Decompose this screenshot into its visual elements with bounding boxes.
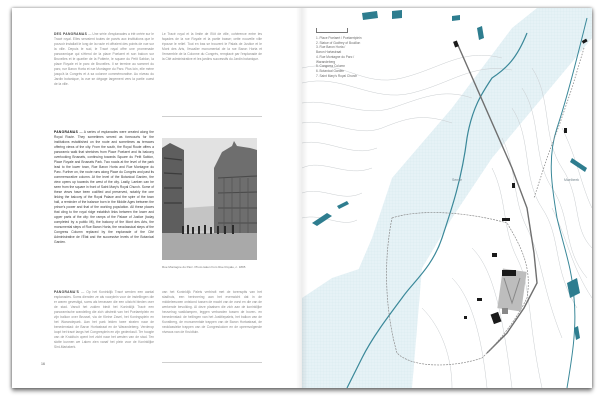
legend-item-5: 5. Congress Column bbox=[316, 64, 346, 69]
legend-item-7: 7. Saint Mary's Royal Church bbox=[316, 73, 358, 78]
river-label-maelbeek: Maelbeek bbox=[564, 178, 580, 182]
legend-item-3: 3. Rue Baron Horta / bbox=[316, 45, 346, 50]
right-page-map bbox=[302, 8, 592, 388]
legend-item-3b: Baron Hortastraat bbox=[316, 50, 342, 55]
english-text-column bbox=[54, 130, 154, 245]
paragraph-fr-cont: Le Tracé royal et la limite de l'ilôt de ville, cohérence entre les façades de la rue Royale et la partie basse; cette nouvelle ville épouse le relief. Tout en bas se trouvent le Palais de Justice et le Mont des Arts, l'escalier monumental de la rue Baron Horta et l'ensemble de la Colonne du Congrès, remplacé par l'esplanade de la Cité administrative et les jardins successifs du Jardin botanique. bbox=[162, 32, 262, 61]
paragraph-en: — A series of esplanades were created along the Royal Route. They sometimes served as forecourts for the institutions established on the route and sometimes as terraces offering views of the city. From the south, the Royal Route offers a panoramic walk that stretches from Place Poelaert and its balcony overlooking Brussels, continuing towards Square du Petit Sablon, Place Royale and Brussels Park. Two roads at the level of the park lead to the lower town, Rue Baron Horta and Rue Montagne du Parc. Further on, the route runs along Place du Congrès and past its commemorative column. At the level of the Botanical Garden, the view opens up towards the west of the city. Lastly, Laeken can be seen from the square in front of Saint Mary's Royal Church. Some of these views have been codified and preserved, notably the one linking the balcony of the Royal Palace and the spire of the town hall, a reminder of the balance born in the Middle Ages between the prince's power and that of the working population. All these places that cling to the royal ridge establish links between the lower and upper parts of the city: the ramps of the Palace of Justice (today completed by a public lift), the balcony of the Mont des Arts, the monumental steps of Rue Baron Horta, the neoclassical steps of the Congress Column replaced by the esplanade of the Cité Administrative de l'État and the successive levels of the Botanical Garden. bbox=[54, 130, 154, 244]
river-label-senne: Senne bbox=[452, 178, 463, 182]
left-page bbox=[12, 8, 302, 388]
photo-illustration bbox=[162, 138, 257, 260]
map-legend bbox=[316, 28, 362, 78]
legend-item-6: 6. Botanical Garden bbox=[316, 68, 345, 73]
book-spread bbox=[12, 8, 592, 388]
divider-rule-bottom bbox=[162, 362, 262, 363]
french-text-column-1 bbox=[54, 32, 154, 87]
historic-street-photo bbox=[162, 138, 257, 260]
legend-item-4b: Warandeberg bbox=[316, 59, 336, 64]
section-lead-fr: DES PANORAMAS bbox=[54, 32, 88, 36]
legend-item-4: 4. Rue Montagne du Parc / bbox=[316, 54, 355, 59]
page-number: 16 bbox=[41, 362, 45, 366]
scale-bar bbox=[316, 28, 348, 33]
paragraph-nl-cont: van het Koninklijk Paleis verbindt met de torenspits van het stadhuis, een herinnering aan het evenwicht dat in de middeleeuwen ontstond tussen de macht van de vorst en die van de werkende bevolking. Al deze plaatsen die zich aan de koninklijke heuvelrug vastklampen, leggen verbanden tussen de boven- en benedenstad: de hellingen van het Justitiepaleis, het balkon van de Kunstberg, de monumentale trappen van de Baron Hortastraat, de neoklassieke trappen van de Congreskolom en de opeenvolgende niveaus van de Kruidtuin. bbox=[162, 290, 262, 334]
legend-item-2: 2. Statue of Godfrey of Bouillon bbox=[316, 40, 361, 45]
legend-item-1: 1. Place Poelaert / Poelaertplein bbox=[316, 36, 362, 40]
paragraph-nl: — Op het Koninklijk Tracé werden een aantal esplanades. Soms dienden ze als voorplein voor de instellingen die er waren gevestigd, soms als terrassen die een uitzicht bieden over de stad. Vanuit het zuiden biedt het Koninklijk Tracé een panoramische wandeling die zich uitstrekt van het Poelaertplein en zijn balkon over Brussel, via de Kleine Zavel, het Koningsplein en het Warandepark. Aan het park leiden twee straten naar de benedenstad: de Baron Hortastraat en de Warandeberg. Verderop loopt het tracé langs het Congresplein en zijn gedenkzuil. Ter hoogte van de Kruidtuin opent het zicht naar het westen van de stad. Ten slotte kunnen we Laken zien vanaf het plein voor de Koninklijke Sint-Mariakerk. bbox=[54, 290, 155, 349]
dutch-text-column-2 bbox=[162, 290, 262, 335]
photo-caption: Rue Montagne du Parc. Photo taken from Rue Royale, c. 1895 bbox=[162, 265, 246, 269]
book-gutter bbox=[296, 8, 308, 388]
french-text-column-2 bbox=[162, 32, 262, 62]
dutch-text-column-1 bbox=[54, 290, 154, 350]
divider-rule bbox=[162, 116, 262, 117]
section-lead-nl: PANORAMA'S bbox=[54, 290, 80, 294]
paragraph-fr: — Une série d'esplanades a été créée sur le Tracé royal. Elles servaient toutes de parvis aux institutions que le pouvoir installait le long de la route et offraient des points de vue sur la ville. Depuis le sud, le Tracé royal offre une promenade panoramique qui s'étend de la place Poelaert et son balcon sur Bruxelles et le quartier de la Putterie, le square du Petit Sablon, la place Royale et le parc de Bruxelles. Il se termine au sommet du parc, rue Baron Horta et rue Montagne du Parc. Plus loin, elle mène jusqu'à la Congrès et à sa colonne commémorative. Au niveau du Jardin botanique, la vue se dégage largement vers la partie ouest de la ville. bbox=[54, 32, 154, 86]
section-lead-en: PANORAMAS bbox=[54, 130, 79, 134]
